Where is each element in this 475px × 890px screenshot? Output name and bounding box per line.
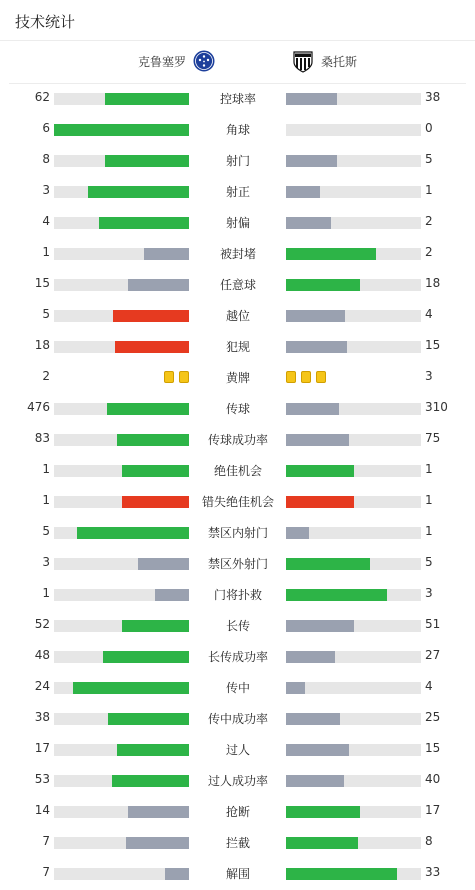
- stat-label: 射正: [190, 183, 286, 200]
- home-stat-bar-fill: [122, 620, 190, 632]
- yellow-card-icon: [316, 371, 326, 383]
- away-stat-bar: [286, 620, 421, 632]
- home-stat-bar-fill: [88, 186, 189, 198]
- home-stat-bar: [54, 589, 189, 601]
- away-stat-bar-fill: [286, 744, 349, 756]
- stat-row: [0, 456, 475, 487]
- away-stat-value: 18: [425, 276, 440, 290]
- away-stat-bar-fill: [286, 589, 387, 601]
- yellow-card-icon: [164, 371, 174, 383]
- home-stat-bar: [54, 403, 189, 415]
- home-stat-value: 18: [0, 338, 50, 352]
- home-stat-value: 1: [0, 462, 50, 476]
- home-stat-value: 7: [0, 865, 50, 879]
- away-stat-value: 0: [425, 121, 433, 135]
- home-stat-bar: [54, 217, 189, 229]
- away-stat-bar-fill: [286, 248, 376, 260]
- away-stat-bar-fill: [286, 775, 344, 787]
- stat-label: 射偏: [190, 214, 286, 231]
- away-stat-value: 310: [425, 400, 448, 414]
- away-stat-value: 75: [425, 431, 440, 445]
- away-stat-value: 1: [425, 462, 433, 476]
- stat-label: 传中成功率: [190, 710, 286, 727]
- away-stat-bar: [286, 589, 421, 601]
- stat-row: [0, 642, 475, 673]
- stat-label: 解围: [190, 865, 286, 882]
- stat-row: [0, 859, 475, 890]
- home-stat-bar-fill: [108, 713, 189, 725]
- yellow-card-icon: [286, 371, 296, 383]
- away-stat-value: 1: [425, 183, 433, 197]
- away-stat-bar: [286, 682, 421, 694]
- stat-label: 拦截: [190, 834, 286, 851]
- home-stat-bar: [54, 558, 189, 570]
- home-stat-bar-fill: [128, 279, 189, 291]
- away-stat-bar-fill: [286, 465, 354, 477]
- home-stat-bar-fill: [113, 310, 189, 322]
- away-stat-bar: [286, 775, 421, 787]
- home-stat-value: 15: [0, 276, 50, 290]
- away-stat-value: 4: [425, 307, 433, 321]
- away-stat-value: 25: [425, 710, 440, 724]
- stat-row: [0, 704, 475, 735]
- away-stat-bar-fill: [286, 496, 354, 508]
- stat-label: 过人: [190, 741, 286, 758]
- watermark: [451, 866, 465, 880]
- stats-list: [0, 84, 475, 890]
- away-stat-value: 3: [425, 586, 433, 600]
- away-stat-bar-fill: [286, 868, 397, 880]
- stat-label: 传中: [190, 679, 286, 696]
- away-stat-value: 27: [425, 648, 440, 662]
- away-stat-bar: [286, 527, 421, 539]
- home-stat-value: 48: [0, 648, 50, 662]
- away-stat-bar: [286, 744, 421, 756]
- home-stat-bar-fill: [103, 651, 189, 663]
- away-stat-bar: [286, 558, 421, 570]
- stat-label: 角球: [190, 121, 286, 138]
- away-stat-bar-fill: [286, 806, 360, 818]
- home-stat-value: 476: [0, 400, 50, 414]
- away-team[interactable]: [291, 49, 357, 73]
- away-stat-bar: [286, 248, 421, 260]
- away-stat-value: 1: [425, 493, 433, 507]
- away-stat-bar-fill: [286, 620, 354, 632]
- away-stat-value: 51: [425, 617, 440, 631]
- stat-row: [0, 84, 475, 115]
- stat-label: 禁区外射门: [190, 555, 286, 572]
- stat-row: [0, 425, 475, 456]
- away-stat-value: 5: [425, 152, 433, 166]
- away-stat-value: 40: [425, 772, 440, 786]
- away-stat-bar: [286, 217, 421, 229]
- stat-label: 传球成功率: [190, 431, 286, 448]
- home-stat-bar: [54, 651, 189, 663]
- stat-row: [0, 301, 475, 332]
- home-stat-bar: [54, 496, 189, 508]
- teams-header: [9, 41, 466, 84]
- home-stat-bar-fill: [105, 155, 189, 167]
- home-stat-value: 14: [0, 803, 50, 817]
- home-stat-bar: [54, 341, 189, 353]
- stat-label: 长传: [190, 617, 286, 634]
- stat-label: 禁区内射门: [190, 524, 286, 541]
- away-stat-bar: [286, 465, 421, 477]
- home-stat-bar-fill: [144, 248, 189, 260]
- away-stat-bar-fill: [286, 310, 345, 322]
- home-stat-bar-fill: [73, 682, 189, 694]
- home-stat-bar: [54, 93, 189, 105]
- home-stat-bar-fill: [138, 558, 189, 570]
- page-header: [0, 0, 475, 41]
- away-yellow-cards: [286, 371, 326, 383]
- home-stat-bar: [54, 837, 189, 849]
- stat-row: [0, 332, 475, 363]
- away-stat-bar-fill: [286, 403, 339, 415]
- away-stat-value: 2: [425, 245, 433, 259]
- stat-label: 门将扑救: [190, 586, 286, 603]
- home-stat-value: 24: [0, 679, 50, 693]
- home-stat-bar-fill: [155, 589, 189, 601]
- stat-row: [0, 766, 475, 797]
- home-stat-bar-fill: [105, 93, 189, 105]
- home-stat-bar: [54, 465, 189, 477]
- home-stat-value: 17: [0, 741, 50, 755]
- away-stat-value: 15: [425, 741, 440, 755]
- home-stat-value: 3: [0, 183, 50, 197]
- away-stat-value: 5: [425, 555, 433, 569]
- stat-row: [0, 828, 475, 859]
- stat-row: [0, 146, 475, 177]
- away-team-name: 桑托斯: [321, 53, 357, 70]
- home-stat-value: 5: [0, 524, 50, 538]
- stat-label: 控球率: [190, 90, 286, 107]
- away-stat-bar-fill: [286, 682, 305, 694]
- away-stat-value: 2: [425, 214, 433, 228]
- away-stat-bar-fill: [286, 558, 370, 570]
- away-stat-bar: [286, 868, 421, 880]
- home-stat-bar-fill: [126, 837, 189, 849]
- away-stat-bar-fill: [286, 527, 309, 539]
- stat-label: 任意球: [190, 276, 286, 293]
- home-stat-bar-fill: [165, 868, 189, 880]
- away-stat-bar: [286, 496, 421, 508]
- away-stat-bar: [286, 806, 421, 818]
- away-stat-bar: [286, 837, 421, 849]
- cruzeiro-logo-icon: [192, 49, 216, 73]
- home-stat-value: 5: [0, 307, 50, 321]
- stat-row: [0, 208, 475, 239]
- away-stat-bar: [286, 434, 421, 446]
- santos-logo-icon: [291, 49, 315, 73]
- home-stat-value: 1: [0, 245, 50, 259]
- home-stat-bar: [54, 868, 189, 880]
- stat-label: 被封堵: [190, 245, 286, 262]
- away-stat-bar: [286, 403, 421, 415]
- page-title: 技术统计: [15, 11, 75, 32]
- home-stat-bar: [54, 155, 189, 167]
- stat-row: [0, 115, 475, 146]
- home-stat-bar-fill: [117, 744, 189, 756]
- home-team[interactable]: [138, 49, 216, 73]
- stat-label: 黄牌: [190, 369, 286, 386]
- away-stat-bar: [286, 341, 421, 353]
- home-stat-bar-fill: [122, 496, 190, 508]
- away-stat-bar-fill: [286, 434, 349, 446]
- home-stat-bar: [54, 248, 189, 260]
- away-stat-value: 17: [425, 803, 440, 817]
- yellow-card-icon: [179, 371, 189, 383]
- away-stat-value: 33: [425, 865, 440, 879]
- home-stat-value: 1: [0, 493, 50, 507]
- stat-row: [0, 177, 475, 208]
- away-stat-bar-fill: [286, 341, 347, 353]
- away-stat-bar-fill: [286, 186, 320, 198]
- home-stat-bar: [54, 434, 189, 446]
- home-stat-bar: [54, 806, 189, 818]
- home-stat-bar: [54, 124, 189, 136]
- home-stat-bar: [54, 620, 189, 632]
- stat-row: [0, 487, 475, 518]
- home-stat-bar-fill: [122, 465, 190, 477]
- home-stat-value: 7: [0, 834, 50, 848]
- away-stat-bar: [286, 155, 421, 167]
- away-stat-bar: [286, 186, 421, 198]
- yellow-card-icon: [301, 371, 311, 383]
- home-stat-value: 1: [0, 586, 50, 600]
- home-stat-bar: [54, 744, 189, 756]
- home-stat-value: 8: [0, 152, 50, 166]
- home-stat-value: 3: [0, 555, 50, 569]
- home-stat-bar: [54, 713, 189, 725]
- home-team-name: 克鲁塞罗: [138, 53, 186, 70]
- away-stat-bar: [286, 651, 421, 663]
- away-stat-bar-fill: [286, 155, 337, 167]
- home-stat-bar-fill: [112, 775, 189, 787]
- home-stat-bar: [54, 279, 189, 291]
- home-stat-bar-fill: [128, 806, 189, 818]
- away-stat-bar: [286, 124, 421, 136]
- away-stat-bar: [286, 279, 421, 291]
- home-stat-bar-fill: [77, 527, 189, 539]
- home-stat-bar-fill: [117, 434, 189, 446]
- away-stat-bar-fill: [286, 651, 335, 663]
- stat-row: [0, 363, 475, 394]
- stat-row: [0, 239, 475, 270]
- stat-label: 射门: [190, 152, 286, 169]
- away-stat-value: 3: [425, 369, 433, 383]
- stat-label: 抢断: [190, 803, 286, 820]
- away-stat-value: 38: [425, 90, 440, 104]
- away-stat-bar: [286, 310, 421, 322]
- stat-label: 犯规: [190, 338, 286, 355]
- stat-row: [0, 549, 475, 580]
- away-stat-bar: [286, 93, 421, 105]
- stat-row: [0, 580, 475, 611]
- away-stat-value: 15: [425, 338, 440, 352]
- home-stat-value: 52: [0, 617, 50, 631]
- away-stat-bar-fill: [286, 217, 331, 229]
- home-stat-value: 62: [0, 90, 50, 104]
- home-stat-bar-fill: [54, 124, 189, 136]
- home-stat-bar: [54, 527, 189, 539]
- home-stat-bar: [54, 682, 189, 694]
- home-yellow-cards: [164, 371, 189, 383]
- stat-label: 传球: [190, 400, 286, 417]
- away-stat-value: 1: [425, 524, 433, 538]
- stat-row: [0, 394, 475, 425]
- stat-label: 长传成功率: [190, 648, 286, 665]
- home-stat-value: 2: [0, 369, 50, 383]
- home-stat-value: 4: [0, 214, 50, 228]
- home-stat-value: 38: [0, 710, 50, 724]
- stat-row: [0, 611, 475, 642]
- watermark-logo-icon: [451, 866, 465, 880]
- stat-row: [0, 797, 475, 828]
- away-stat-bar-fill: [286, 837, 358, 849]
- home-stat-bar-fill: [99, 217, 189, 229]
- home-stat-bar-fill: [107, 403, 189, 415]
- home-stat-value: 6: [0, 121, 50, 135]
- away-stat-bar-fill: [286, 279, 360, 291]
- home-stat-bar: [54, 310, 189, 322]
- home-stat-bar: [54, 186, 189, 198]
- away-stat-bar: [286, 713, 421, 725]
- away-stat-value: 4: [425, 679, 433, 693]
- home-stat-value: 53: [0, 772, 50, 786]
- stat-row: [0, 735, 475, 766]
- stat-label: 过人成功率: [190, 772, 286, 789]
- stat-label: 越位: [190, 307, 286, 324]
- stat-row: [0, 518, 475, 549]
- away-stat-value: 8: [425, 834, 433, 848]
- away-stat-bar-fill: [286, 713, 340, 725]
- stat-label: 绝佳机会: [190, 462, 286, 479]
- stat-label: 错失绝佳机会: [190, 493, 286, 510]
- stat-row: [0, 270, 475, 301]
- home-stat-bar: [54, 775, 189, 787]
- stat-row: [0, 673, 475, 704]
- home-stat-value: 83: [0, 431, 50, 445]
- home-stat-bar-fill: [115, 341, 189, 353]
- away-stat-bar-fill: [286, 93, 337, 105]
